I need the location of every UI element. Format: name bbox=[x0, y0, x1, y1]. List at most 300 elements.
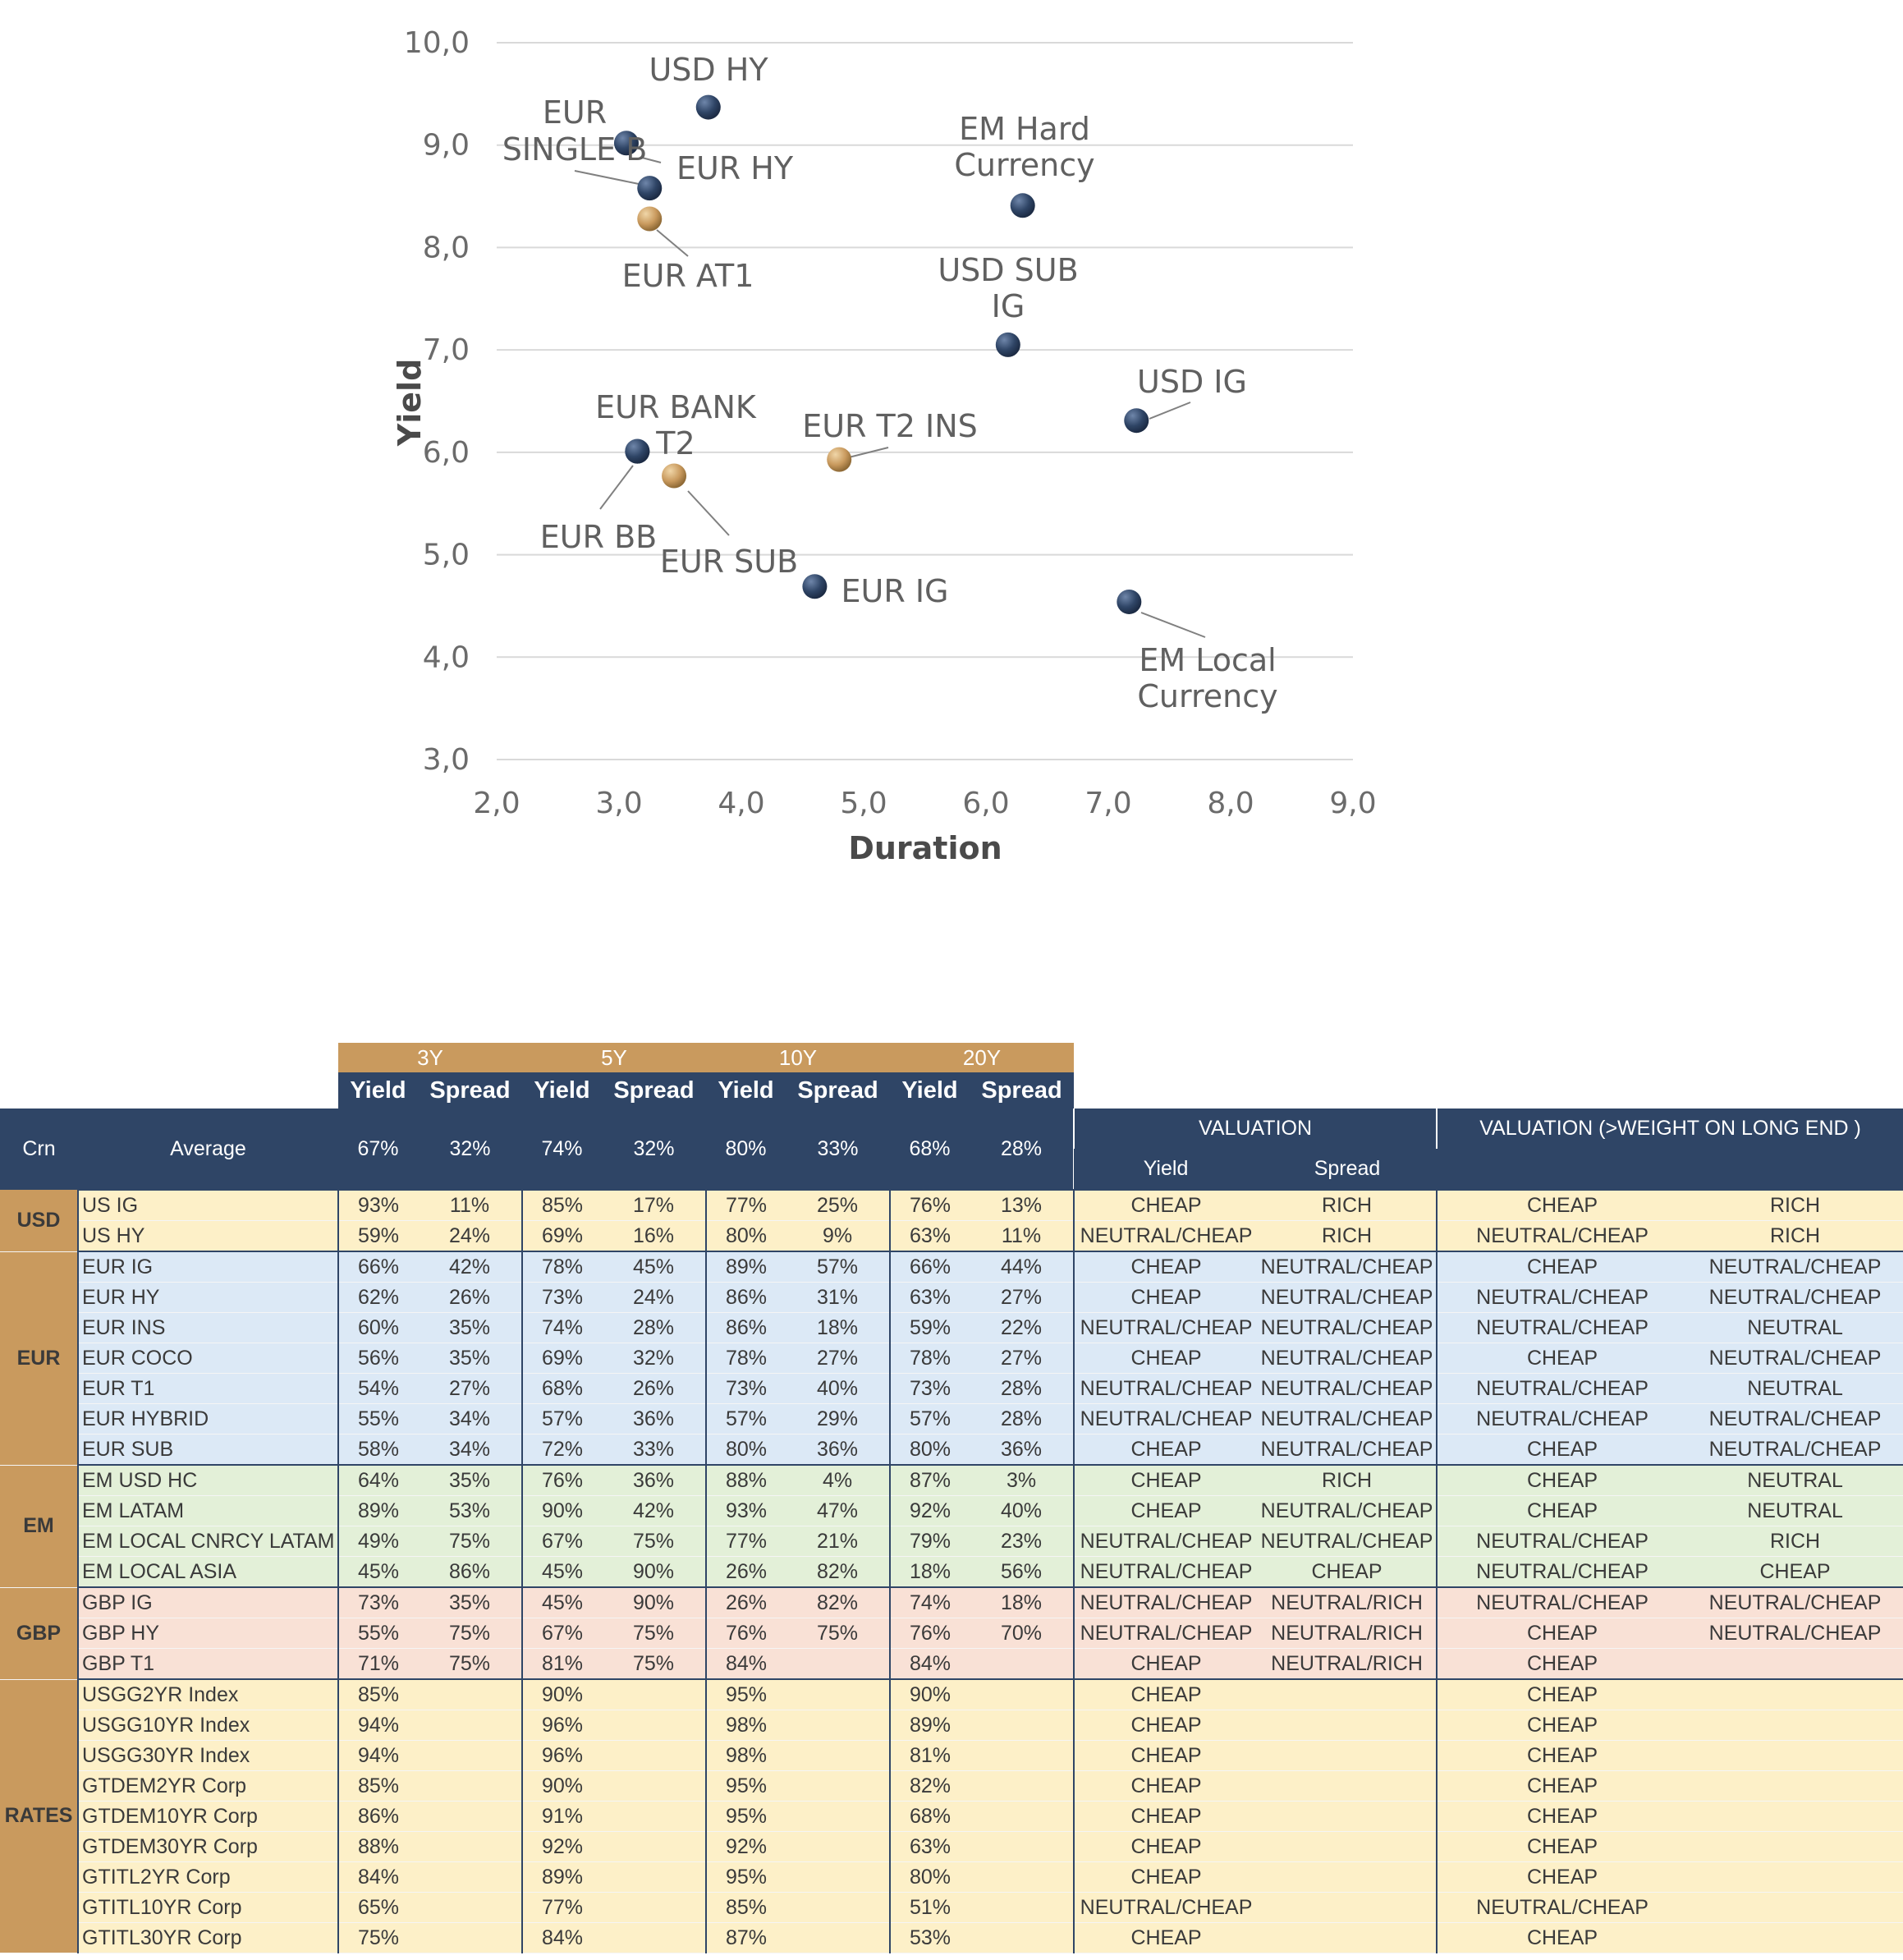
valuation-cell: CHEAP bbox=[1074, 1771, 1258, 1802]
point-label: SINGLE B bbox=[502, 131, 648, 168]
x-tick-label: 7,0 bbox=[1084, 787, 1132, 820]
table-row bbox=[0, 1221, 1903, 1252]
percentile-cell: 63% bbox=[890, 1283, 970, 1313]
group-label-em: EM bbox=[0, 1465, 78, 1587]
instrument-name: GTITL2YR Corp bbox=[78, 1862, 338, 1893]
valuation-cell: NEUTRAL/CHEAP bbox=[1258, 1313, 1437, 1343]
instrument-name: EUR SUB bbox=[78, 1434, 338, 1466]
percentile-cell: 26% bbox=[418, 1283, 522, 1313]
percentile-cell: 90% bbox=[602, 1587, 706, 1618]
x-tick-label: 9,0 bbox=[1329, 787, 1377, 820]
valuation-table-container bbox=[0, 1043, 1903, 1953]
percentile-cell: 67% bbox=[522, 1526, 602, 1557]
percentile-cell: 94% bbox=[338, 1741, 418, 1771]
table-row bbox=[0, 1587, 1903, 1618]
percentile-cell bbox=[970, 1802, 1074, 1832]
percentile-cell: 90% bbox=[602, 1557, 706, 1588]
valuation-cell bbox=[1687, 1802, 1903, 1832]
x-tick-label: 4,0 bbox=[718, 787, 765, 820]
percentile-cell: 80% bbox=[706, 1434, 786, 1466]
percentile-cell: 36% bbox=[970, 1434, 1074, 1466]
percentile-cell: 86% bbox=[706, 1283, 786, 1313]
percentile-cell bbox=[786, 1862, 890, 1893]
percentile-cell: 35% bbox=[418, 1343, 522, 1374]
valuation-cell bbox=[1687, 1710, 1903, 1741]
point-label: EUR T2 INS bbox=[802, 408, 978, 444]
valuation-cell: CHEAP bbox=[1437, 1710, 1687, 1741]
header-spacer bbox=[1074, 1043, 1903, 1072]
valuation-cell: RICH bbox=[1258, 1190, 1437, 1221]
percentile-cell: 59% bbox=[890, 1313, 970, 1343]
percentile-cell: 26% bbox=[706, 1557, 786, 1588]
percentile-cell: 42% bbox=[602, 1496, 706, 1526]
average-header: Average bbox=[78, 1109, 338, 1190]
instrument-name: EM LATAM bbox=[78, 1496, 338, 1526]
valuation-cell: NEUTRAL bbox=[1687, 1496, 1903, 1526]
percentile-cell: 92% bbox=[706, 1832, 786, 1862]
percentile-cell: 77% bbox=[706, 1526, 786, 1557]
percentile-cell: 73% bbox=[338, 1587, 418, 1618]
y-tick-label: 6,0 bbox=[422, 435, 470, 470]
percentile-cell: 94% bbox=[338, 1710, 418, 1741]
point-label: EUR BANK bbox=[595, 389, 756, 425]
table-body bbox=[0, 1190, 1903, 1953]
valuation-cell: NEUTRAL/CHEAP bbox=[1258, 1374, 1437, 1404]
subheader-yield: Yield bbox=[890, 1072, 970, 1109]
percentile-cell: 91% bbox=[522, 1802, 602, 1832]
percentile-cell bbox=[602, 1679, 706, 1710]
percentile-cell: 87% bbox=[890, 1465, 970, 1496]
percentile-cell: 24% bbox=[602, 1283, 706, 1313]
group-label-eur: EUR bbox=[0, 1251, 78, 1465]
tenor-header-10y: 10Y bbox=[706, 1043, 890, 1072]
percentile-cell: 65% bbox=[338, 1893, 418, 1923]
percentile-cell: 60% bbox=[338, 1313, 418, 1343]
percentile-cell: 69% bbox=[522, 1221, 602, 1252]
percentile-cell: 98% bbox=[706, 1741, 786, 1771]
data-point bbox=[696, 95, 721, 120]
valuation-cell: NEUTRAL/CHEAP bbox=[1074, 1374, 1258, 1404]
percentile-cell: 26% bbox=[602, 1374, 706, 1404]
percentile-cell: 85% bbox=[338, 1679, 418, 1710]
percentile-cell: 72% bbox=[522, 1434, 602, 1466]
percentile-cell: 75% bbox=[602, 1649, 706, 1680]
percentile-cell bbox=[418, 1862, 522, 1893]
instrument-name: USGG2YR Index bbox=[78, 1679, 338, 1710]
percentile-cell: 95% bbox=[706, 1802, 786, 1832]
valuation-cell bbox=[1258, 1741, 1437, 1771]
percentile-cell: 57% bbox=[522, 1404, 602, 1434]
valuation-cell: NEUTRAL/CHEAP bbox=[1437, 1893, 1687, 1923]
percentile-cell bbox=[602, 1802, 706, 1832]
valuation-cell: CHEAP bbox=[1074, 1923, 1258, 1953]
percentile-cell: 76% bbox=[522, 1465, 602, 1496]
valuation-cell: NEUTRAL/CHEAP bbox=[1258, 1434, 1437, 1466]
percentile-cell: 21% bbox=[786, 1526, 890, 1557]
percentile-cell: 11% bbox=[418, 1190, 522, 1221]
percentile-cell: 96% bbox=[522, 1741, 602, 1771]
y-tick-label: 7,0 bbox=[422, 333, 470, 368]
scatter-svg bbox=[0, 0, 1903, 887]
x-tick-label: 5,0 bbox=[840, 787, 887, 820]
average-value: 74% bbox=[522, 1109, 602, 1190]
valuation-cell: NEUTRAL/CHEAP bbox=[1074, 1313, 1258, 1343]
percentile-cell: 84% bbox=[706, 1649, 786, 1680]
percentile-cell: 54% bbox=[338, 1374, 418, 1404]
instrument-name: EM LOCAL ASIA bbox=[78, 1557, 338, 1588]
percentile-cell bbox=[786, 1802, 890, 1832]
point-label: EUR HY bbox=[676, 150, 794, 186]
percentile-cell: 70% bbox=[970, 1618, 1074, 1649]
percentile-cell bbox=[602, 1862, 706, 1893]
percentile-cell: 28% bbox=[602, 1313, 706, 1343]
valuation-cell bbox=[1258, 1710, 1437, 1741]
valuation-cell: CHEAP bbox=[1074, 1862, 1258, 1893]
valuation-cell: CHEAP bbox=[1437, 1741, 1687, 1771]
data-point bbox=[625, 439, 649, 464]
percentile-cell: 86% bbox=[706, 1313, 786, 1343]
percentile-cell: 63% bbox=[890, 1832, 970, 1862]
tenor-header-3y: 3Y bbox=[338, 1043, 522, 1072]
valuation-cell: NEUTRAL/CHEAP bbox=[1687, 1283, 1903, 1313]
instrument-name: EUR IG bbox=[78, 1251, 338, 1283]
leader-line bbox=[1141, 613, 1205, 637]
percentile-cell: 13% bbox=[970, 1190, 1074, 1221]
table-row bbox=[0, 1251, 1903, 1283]
percentile-cell bbox=[970, 1679, 1074, 1710]
valuation-cell: NEUTRAL/CHEAP bbox=[1687, 1587, 1903, 1618]
percentile-cell bbox=[970, 1771, 1074, 1802]
data-point bbox=[637, 207, 662, 232]
valuation-cell: CHEAP bbox=[1074, 1190, 1258, 1221]
percentile-cell bbox=[418, 1710, 522, 1741]
percentile-cell: 35% bbox=[418, 1587, 522, 1618]
subheader-spread: Spread bbox=[786, 1072, 890, 1109]
valuation-cell: CHEAP bbox=[1687, 1557, 1903, 1588]
average-value: 32% bbox=[418, 1109, 522, 1190]
point-label: USD IG bbox=[1137, 364, 1247, 400]
valuation-cell: CHEAP bbox=[1074, 1434, 1258, 1466]
leader-line bbox=[1149, 402, 1190, 419]
header-spacer bbox=[0, 1072, 338, 1109]
percentile-cell: 66% bbox=[338, 1251, 418, 1283]
instrument-name: USGG30YR Index bbox=[78, 1741, 338, 1771]
valuation-cell: CHEAP bbox=[1258, 1557, 1437, 1588]
data-point bbox=[996, 333, 1020, 357]
valuation-cell: CHEAP bbox=[1074, 1283, 1258, 1313]
data-point bbox=[802, 574, 827, 599]
percentile-cell: 63% bbox=[890, 1221, 970, 1252]
data-point bbox=[827, 448, 851, 472]
percentile-cell: 35% bbox=[418, 1313, 522, 1343]
instrument-name: GTDEM2YR Corp bbox=[78, 1771, 338, 1802]
valuation-cell bbox=[1258, 1893, 1437, 1923]
percentile-cell: 92% bbox=[522, 1832, 602, 1862]
percentile-cell: 90% bbox=[522, 1679, 602, 1710]
subheader-spread: Spread bbox=[418, 1072, 522, 1109]
valuation-cell: NEUTRAL/CHEAP bbox=[1258, 1251, 1437, 1283]
percentile-cell: 62% bbox=[338, 1283, 418, 1313]
table-row bbox=[0, 1283, 1903, 1313]
y-tick-label: 4,0 bbox=[422, 640, 470, 675]
point-label: Currency bbox=[954, 147, 1095, 183]
percentile-cell bbox=[786, 1832, 890, 1862]
point-label: IG bbox=[991, 288, 1025, 324]
y-axis-title: Yield bbox=[392, 358, 428, 447]
instrument-name: GBP HY bbox=[78, 1618, 338, 1649]
instrument-name: EM LOCAL CNRCY LATAM bbox=[78, 1526, 338, 1557]
valuation-cell: CHEAP bbox=[1437, 1251, 1687, 1283]
percentile-cell: 69% bbox=[522, 1343, 602, 1374]
percentile-cell bbox=[418, 1832, 522, 1862]
percentile-cell: 85% bbox=[522, 1190, 602, 1221]
valuation-cell bbox=[1258, 1923, 1437, 1953]
percentile-cell: 25% bbox=[786, 1190, 890, 1221]
percentile-cell: 49% bbox=[338, 1526, 418, 1557]
percentile-cell: 17% bbox=[602, 1190, 706, 1221]
table-row bbox=[0, 1832, 1903, 1862]
table-row bbox=[0, 1190, 1903, 1221]
valuation-cell: RICH bbox=[1258, 1221, 1437, 1252]
percentile-cell: 84% bbox=[338, 1862, 418, 1893]
percentile-cell: 73% bbox=[522, 1283, 602, 1313]
table-row bbox=[0, 1862, 1903, 1893]
valuation-cell: NEUTRAL/CHEAP bbox=[1258, 1496, 1437, 1526]
valuation-cell: CHEAP bbox=[1074, 1679, 1258, 1710]
percentile-cell: 28% bbox=[970, 1404, 1074, 1434]
average-value: 28% bbox=[970, 1109, 1074, 1190]
percentile-cell: 76% bbox=[890, 1190, 970, 1221]
valuation-cell: CHEAP bbox=[1074, 1496, 1258, 1526]
valuation-cell: NEUTRAL/RICH bbox=[1258, 1587, 1437, 1618]
percentile-cell: 75% bbox=[602, 1618, 706, 1649]
average-value: 32% bbox=[602, 1109, 706, 1190]
valuation-cell: CHEAP bbox=[1074, 1251, 1258, 1283]
valuation-cell: NEUTRAL/CHEAP bbox=[1687, 1251, 1903, 1283]
percentile-cell bbox=[970, 1741, 1074, 1771]
percentile-cell: 18% bbox=[970, 1587, 1074, 1618]
percentile-cell: 51% bbox=[890, 1893, 970, 1923]
data-point bbox=[1117, 590, 1141, 614]
percentile-cell: 78% bbox=[522, 1251, 602, 1283]
table-row bbox=[0, 1434, 1903, 1466]
percentile-cell: 4% bbox=[786, 1465, 890, 1496]
valuation-cell: NEUTRAL/CHEAP bbox=[1437, 1283, 1687, 1313]
valuation-cell: RICH bbox=[1687, 1221, 1903, 1252]
percentile-cell: 27% bbox=[786, 1343, 890, 1374]
point-label: EM Hard bbox=[959, 111, 1090, 147]
point-label: EUR BB bbox=[539, 519, 658, 555]
point-label: EUR SUB bbox=[659, 544, 799, 580]
percentile-cell bbox=[418, 1679, 522, 1710]
percentile-cell: 57% bbox=[706, 1404, 786, 1434]
percentile-cell: 36% bbox=[602, 1465, 706, 1496]
percentile-cell bbox=[970, 1832, 1074, 1862]
percentile-cell: 40% bbox=[786, 1374, 890, 1404]
table-row bbox=[0, 1526, 1903, 1557]
percentile-cell: 11% bbox=[970, 1221, 1074, 1252]
leader-line bbox=[657, 230, 688, 256]
valuation-cell bbox=[1687, 1923, 1903, 1953]
valuation-cell bbox=[1687, 1649, 1903, 1680]
table-row bbox=[0, 1679, 1903, 1710]
valuation-long-subheader bbox=[1437, 1149, 1903, 1190]
x-tick-label: 3,0 bbox=[595, 787, 643, 820]
valuation-cell: NEUTRAL/CHEAP bbox=[1687, 1434, 1903, 1466]
table-row bbox=[0, 1313, 1903, 1343]
valuation-cell: NEUTRAL/CHEAP bbox=[1437, 1404, 1687, 1434]
valuation-cell: CHEAP bbox=[1437, 1496, 1687, 1526]
percentile-cell: 9% bbox=[786, 1221, 890, 1252]
valuation-subheader-spread: Spread bbox=[1258, 1149, 1437, 1190]
leader-line bbox=[575, 171, 639, 184]
instrument-name: GBP T1 bbox=[78, 1649, 338, 1680]
percentile-cell: 75% bbox=[338, 1923, 418, 1953]
percentile-cell: 88% bbox=[338, 1832, 418, 1862]
valuation-cell: NEUTRAL/CHEAP bbox=[1258, 1526, 1437, 1557]
y-tick-label: 9,0 bbox=[422, 128, 470, 163]
average-value: 33% bbox=[786, 1109, 890, 1190]
percentile-cell: 93% bbox=[338, 1190, 418, 1221]
valuation-cell bbox=[1687, 1893, 1903, 1923]
percentile-cell bbox=[418, 1923, 522, 1953]
percentile-cell: 76% bbox=[890, 1618, 970, 1649]
valuation-cell: CHEAP bbox=[1074, 1465, 1258, 1496]
valuation-cell: NEUTRAL/CHEAP bbox=[1437, 1557, 1687, 1588]
valuation-cell: NEUTRAL/CHEAP bbox=[1258, 1404, 1437, 1434]
percentile-cell: 95% bbox=[706, 1679, 786, 1710]
instrument-name: EM USD HC bbox=[78, 1465, 338, 1496]
crn-header: Crn bbox=[0, 1109, 78, 1190]
percentile-cell: 26% bbox=[706, 1587, 786, 1618]
percentile-cell: 77% bbox=[706, 1190, 786, 1221]
header-spacer bbox=[0, 1043, 338, 1072]
percentile-cell: 82% bbox=[890, 1771, 970, 1802]
table-row bbox=[0, 1923, 1903, 1953]
percentile-cell: 34% bbox=[418, 1434, 522, 1466]
percentile-cell: 89% bbox=[338, 1496, 418, 1526]
percentile-cell: 24% bbox=[418, 1221, 522, 1252]
valuation-cell bbox=[1687, 1862, 1903, 1893]
percentile-cell: 86% bbox=[418, 1557, 522, 1588]
percentile-cell: 55% bbox=[338, 1618, 418, 1649]
percentile-cell: 86% bbox=[338, 1802, 418, 1832]
valuation-cell: NEUTRAL bbox=[1687, 1465, 1903, 1496]
average-value: 68% bbox=[890, 1109, 970, 1190]
percentile-cell: 88% bbox=[706, 1465, 786, 1496]
valuation-cell: CHEAP bbox=[1437, 1434, 1687, 1466]
percentile-cell: 18% bbox=[890, 1557, 970, 1588]
percentile-cell: 73% bbox=[890, 1374, 970, 1404]
percentile-cell bbox=[786, 1649, 890, 1680]
percentile-cell bbox=[970, 1862, 1074, 1893]
percentile-cell: 36% bbox=[786, 1434, 890, 1466]
percentile-cell: 27% bbox=[970, 1283, 1074, 1313]
percentile-cell bbox=[970, 1923, 1074, 1953]
percentile-cell: 93% bbox=[706, 1496, 786, 1526]
table-row bbox=[0, 1771, 1903, 1802]
valuation-cell: NEUTRAL/CHEAP bbox=[1437, 1374, 1687, 1404]
valuation-cell bbox=[1258, 1771, 1437, 1802]
x-tick-label: 8,0 bbox=[1207, 787, 1254, 820]
instrument-name: GBP IG bbox=[78, 1587, 338, 1618]
percentile-cell bbox=[418, 1802, 522, 1832]
valuation-cell: NEUTRAL/CHEAP bbox=[1437, 1221, 1687, 1252]
data-point bbox=[1011, 193, 1035, 218]
percentile-cell: 74% bbox=[890, 1587, 970, 1618]
scatter-chart-container bbox=[0, 0, 1903, 887]
valuation-cell: NEUTRAL/CHEAP bbox=[1074, 1404, 1258, 1434]
percentile-cell: 98% bbox=[706, 1710, 786, 1741]
table-row bbox=[0, 1496, 1903, 1526]
leader-line bbox=[600, 466, 633, 509]
instrument-name: GTITL30YR Corp bbox=[78, 1923, 338, 1953]
x-axis-title: Duration bbox=[848, 830, 1002, 866]
valuation-cell: NEUTRAL/CHEAP bbox=[1074, 1587, 1258, 1618]
valuation-subheader-yield: Yield bbox=[1074, 1149, 1258, 1190]
percentile-cell: 71% bbox=[338, 1649, 418, 1680]
valuation-cell: NEUTRAL/CHEAP bbox=[1074, 1557, 1258, 1588]
leader-line bbox=[688, 491, 729, 535]
percentile-cell: 85% bbox=[338, 1771, 418, 1802]
valuation-cell: NEUTRAL/CHEAP bbox=[1258, 1283, 1437, 1313]
percentile-cell: 53% bbox=[418, 1496, 522, 1526]
valuation-cell: NEUTRAL/CHEAP bbox=[1258, 1343, 1437, 1374]
valuation-cell: CHEAP bbox=[1074, 1802, 1258, 1832]
percentile-cell: 74% bbox=[522, 1313, 602, 1343]
valuation-cell bbox=[1687, 1771, 1903, 1802]
percentile-cell: 75% bbox=[418, 1618, 522, 1649]
percentile-cell bbox=[786, 1923, 890, 1953]
percentile-cell: 66% bbox=[890, 1251, 970, 1283]
percentile-cell: 68% bbox=[522, 1374, 602, 1404]
percentile-cell bbox=[418, 1771, 522, 1802]
percentile-cell: 67% bbox=[522, 1618, 602, 1649]
valuation-cell: NEUTRAL/RICH bbox=[1258, 1649, 1437, 1680]
percentile-cell: 27% bbox=[418, 1374, 522, 1404]
header-spacer bbox=[1074, 1072, 1903, 1109]
percentile-cell: 75% bbox=[786, 1618, 890, 1649]
percentile-cell bbox=[786, 1710, 890, 1741]
valuation-cell: CHEAP bbox=[1074, 1343, 1258, 1374]
percentile-cell bbox=[418, 1893, 522, 1923]
percentile-cell: 44% bbox=[970, 1251, 1074, 1283]
percentile-cell: 57% bbox=[890, 1404, 970, 1434]
percentile-cell: 81% bbox=[522, 1649, 602, 1680]
percentile-cell: 75% bbox=[418, 1526, 522, 1557]
valuation-cell: NEUTRAL/CHEAP bbox=[1437, 1526, 1687, 1557]
valuation-cell: CHEAP bbox=[1437, 1862, 1687, 1893]
subheader-spread: Spread bbox=[970, 1072, 1074, 1109]
valuation-cell: NEUTRAL bbox=[1687, 1374, 1903, 1404]
valuation-cell bbox=[1687, 1741, 1903, 1771]
valuation-cell: CHEAP bbox=[1437, 1679, 1687, 1710]
valuation-long-end-header: VALUATION (>WEIGHT ON LONG END ) bbox=[1437, 1109, 1903, 1149]
percentile-cell: 80% bbox=[890, 1862, 970, 1893]
percentile-cell: 77% bbox=[522, 1893, 602, 1923]
average-value: 80% bbox=[706, 1109, 786, 1190]
percentile-cell: 75% bbox=[418, 1649, 522, 1680]
percentile-cell: 27% bbox=[970, 1343, 1074, 1374]
subheader-yield: Yield bbox=[706, 1072, 786, 1109]
percentile-cell bbox=[786, 1893, 890, 1923]
percentile-cell: 84% bbox=[890, 1649, 970, 1680]
valuation-cell bbox=[1258, 1862, 1437, 1893]
percentile-cell: 90% bbox=[522, 1771, 602, 1802]
percentile-cell: 47% bbox=[786, 1496, 890, 1526]
percentile-cell: 18% bbox=[786, 1313, 890, 1343]
percentile-cell: 89% bbox=[522, 1862, 602, 1893]
